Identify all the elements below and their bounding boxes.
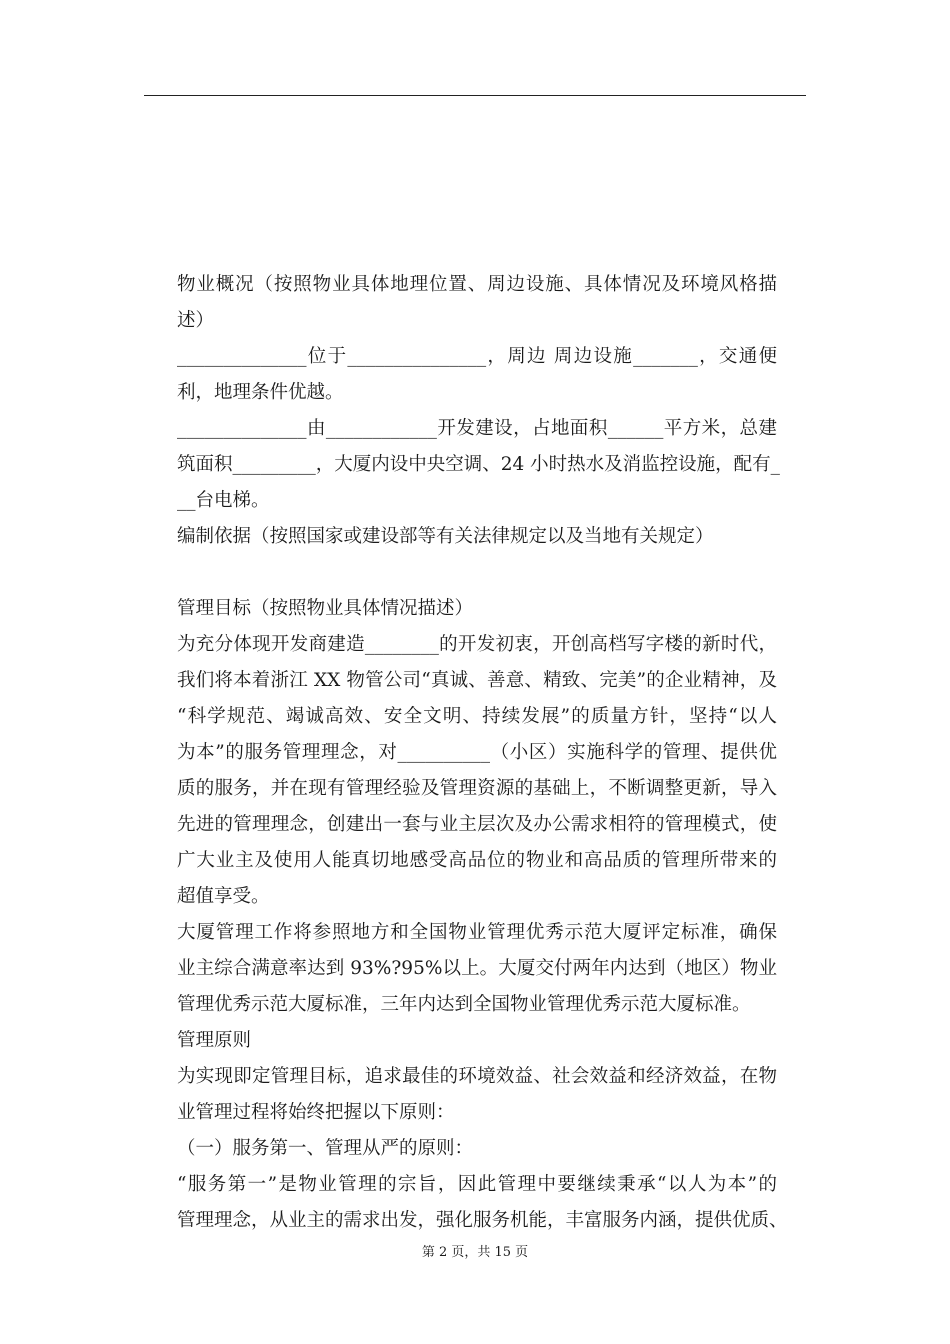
text-line: 述）	[177, 310, 215, 331]
header-rule	[144, 95, 806, 96]
paragraph	[177, 519, 777, 555]
text-line: 管理目标（按照物业具体情况描述）	[177, 598, 474, 619]
text-line: 筑面积_________，大厦内设中央空调、24 小时热水及消监控设施，配有_	[177, 454, 780, 475]
text-line: 广大业主及使用人能真切地感受高品位的物业和高品质的管理所带来的	[177, 850, 777, 871]
paragraph	[177, 339, 777, 411]
text-line: “服务第一”是物业管理的宗旨，因此管理中要继续秉承“以人为本”的	[177, 1174, 777, 1195]
text-line: ______________位于_______________，周边 周边设施_______，交通便	[177, 346, 777, 367]
text-line: 编制依据（按照国家或建设部等有关法律规定以及当地有关规定）	[177, 526, 714, 547]
text-line: ______________由____________开发建设，占地面积______平方米，总建	[177, 418, 777, 439]
paragraph	[177, 591, 777, 627]
text-line: 大厦管理工作将参照地方和全国物业管理优秀示范大厦评定标准，确保	[177, 922, 777, 943]
text-line: （一）服务第一、管理从严的原则：	[177, 1138, 474, 1159]
text-line: 管理优秀示范大厦标准，三年内达到全国物业管理优秀示范大厦标准。	[177, 994, 751, 1015]
text-line: 业主综合满意率达到 93%?95%以上。大厦交付两年内达到（地区）物业	[177, 958, 777, 979]
text-line: __台电梯。	[177, 490, 270, 511]
text-line: 管理原则	[177, 1030, 252, 1051]
paragraph	[177, 1167, 788, 1239]
document-body	[177, 267, 788, 1239]
paragraph	[177, 1131, 777, 1167]
text-line: 管理理念，从业主的需求出发，强化服务机能，丰富服务内涵，提供优质、	[177, 1210, 788, 1231]
paragraph	[177, 627, 777, 915]
text-line: 为充分体现开发商建造________的开发初衷，开创高档写字楼的新时代，	[177, 634, 777, 655]
text-line: 利，地理条件优越。	[177, 382, 344, 403]
page-footer: 第 2 页，共 15 页	[421, 1245, 529, 1260]
text-line: 为实现即定管理目标，追求最佳的环境效益、社会效益和经济效益，在物	[177, 1066, 777, 1087]
paragraph	[177, 411, 780, 519]
text-line: 我们将本着浙江 XX 物管公司“真诚、善意、精致、完美”的企业精神，及	[177, 670, 777, 691]
text-line: 先进的管理理念，创建出一套与业主层次及办公需求相符的管理模式，使	[177, 814, 777, 835]
text-line: 物业概况（按照物业具体地理位置、周边设施、具体情况及环境风格描	[177, 274, 777, 295]
paragraph	[177, 1059, 777, 1131]
text-line: 质的服务，并在现有管理经验及管理资源的基础上，不断调整更新，导入	[177, 778, 777, 799]
text-line: 业管理过程将始终把握以下原则：	[177, 1102, 455, 1123]
paragraph	[177, 1023, 777, 1059]
paragraph-gap	[177, 555, 777, 591]
text-line: 为本”的服务管理理念，对__________（小区）实施科学的管理、提供优	[177, 742, 777, 763]
text-line: 超值享受。	[177, 886, 270, 907]
paragraph	[177, 915, 777, 1023]
text-line: “科学规范、竭诚高效、安全文明、持续发展”的质量方针，坚持“以人	[177, 706, 777, 727]
paragraph	[177, 267, 777, 339]
